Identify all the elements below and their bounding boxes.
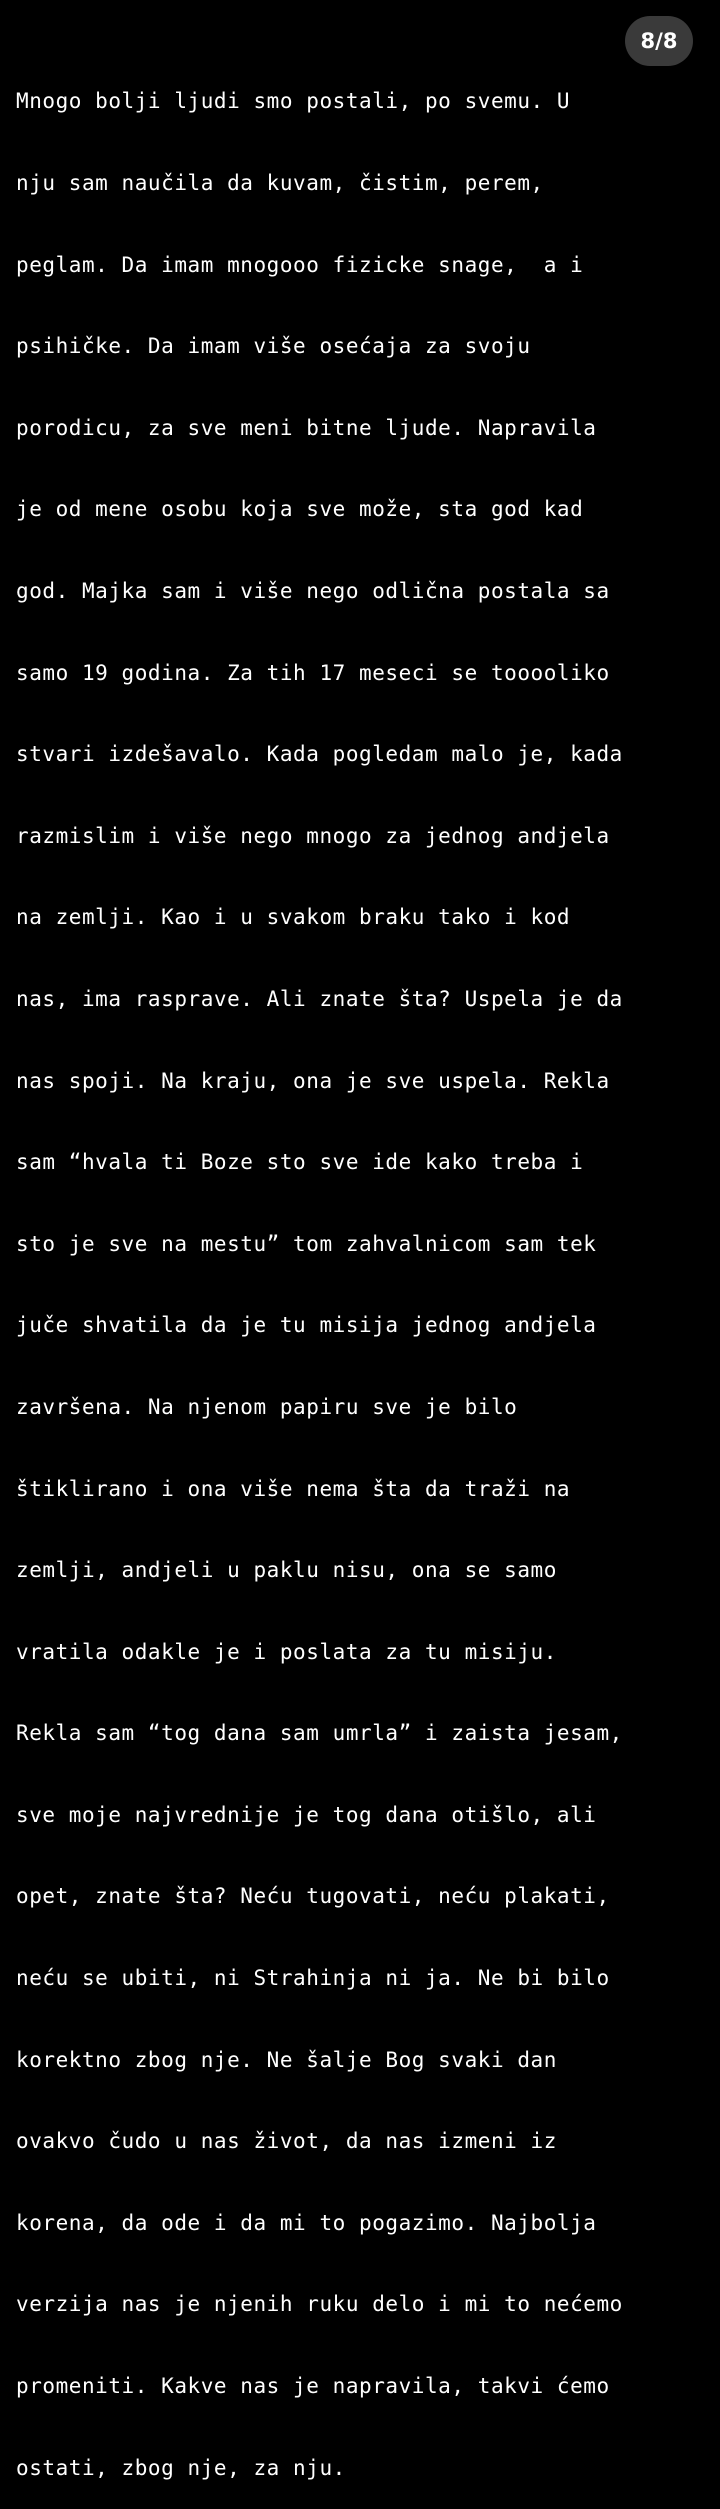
story-line: juče shvatila da je tu misija jednog andjela (16, 1313, 597, 1338)
story-line: razmislim i više nego mnogo za jednog andjela (16, 823, 610, 848)
story-line: peglam. Da imam mnogooo fizicke snage, a i (16, 252, 584, 277)
story-line: nas, ima rasprave. Ali znate šta? Uspela je da (16, 986, 623, 1011)
story-line: završena. Na njenom papiru sve je bilo (16, 1394, 518, 1419)
story-line: štiklirano i ona više nema šta da traži na (16, 1476, 571, 1501)
story-line: ovakvo čudo u nas život, da nas izmeni iz (16, 2129, 557, 2154)
story-line: verzija nas je njenih ruku delo i mi to nećemo (16, 2292, 623, 2317)
story-line: opet, znate šta? Neću tugovati, neću plakati, (16, 1884, 610, 1909)
story-line: Mnogo bolji ljudi smo postali, po svemu. U (16, 89, 571, 114)
story-line: samo 19 godina. Za tih 17 meseci se tooooliko (16, 660, 610, 685)
story-line: promeniti. Kakve nas je napravila, takvi ćemo (16, 2374, 610, 2399)
story-line: na zemlji. Kao i u svakom braku tako i kod (16, 905, 571, 930)
story-line: nas spoji. Na kraju, ona je sve uspela. Rekla (16, 1068, 610, 1093)
story-line: ostati, zbog nje, za nju. (16, 2455, 346, 2480)
story-line: sam “hvala ti Boze sto sve ide kako treba i (16, 1150, 584, 1175)
story-line: Rekla sam “tog dana sam umrla” i zaista jesam, (16, 1721, 623, 1746)
story-line: vratila odakle je i poslata za tu misiju. (16, 1639, 557, 1664)
story-line: zemlji, andjeli u paklu nisu, ona se samo (16, 1558, 557, 1583)
story-line: neću se ubiti, ni Strahinja ni ja. Ne bi bilo (16, 1966, 610, 1991)
story-line: korena, da ode i da mi to pogazimo. Najbolja (16, 2210, 597, 2235)
story-line: porodicu, za sve meni bitne ljude. Napravila (16, 415, 597, 440)
story-line: sto je sve na mestu” tom zahvalnicom sam tek (16, 1231, 597, 1256)
page-indicator-badge: 8/8 (625, 16, 693, 66)
story-text (16, 34, 716, 2509)
story-line: psihičke. Da imam više osećaja za svoju (16, 334, 531, 359)
story-line: god. Majka sam i više nego odlična postala sa (16, 578, 610, 603)
story-line: korektno zbog nje. Ne šalje Bog svaki dan (16, 2047, 557, 2072)
story-line: stvari izdešavalo. Kada pogledam malo je, kada (16, 742, 623, 767)
story-line: sve moje najvrednije je tog dana otišlo, ali (16, 1802, 597, 1827)
story-line: nju sam naučila da kuvam, čistim, perem, (16, 171, 544, 195)
story-line: je od mene osobu koja sve može, sta god kad (16, 497, 584, 522)
